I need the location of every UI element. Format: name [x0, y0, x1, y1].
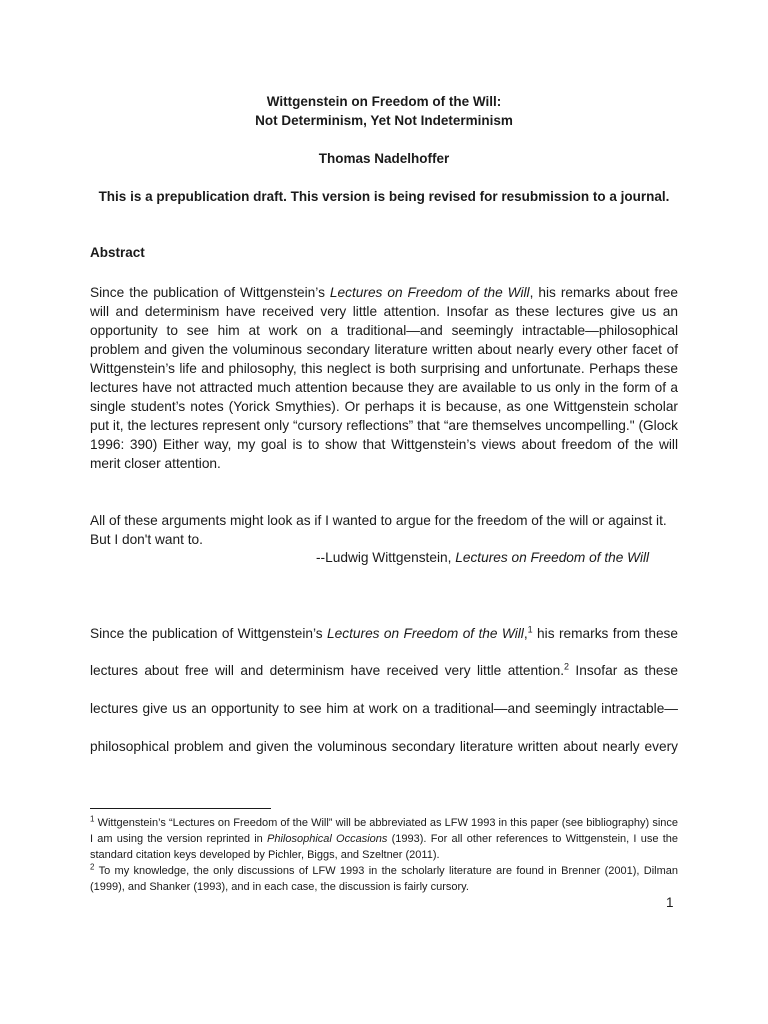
epigraph-attribution-author: --Ludwig Wittgenstein, [316, 550, 456, 565]
paper-title-line-1: Wittgenstein on Freedom of the Will: [266, 94, 502, 109]
body-line-1 [90, 624, 678, 643]
body-line-1-start: Since the publication of Wittgenstein’s [90, 626, 328, 641]
page-number: 1 [666, 895, 674, 910]
body-line-1-comma: , [523, 626, 528, 641]
abstract-text [90, 283, 678, 473]
footnote-ref-1[interactable]: 1 [527, 624, 533, 635]
body-work-title: Lectures on Freedom of the Will [327, 626, 524, 641]
epigraph-quote: All of these arguments might look as if I wanted to argue for the freedom of the will or against it. But I don't want to. [90, 513, 667, 547]
body-line-4: philosophical problem and given the voluminous secondary literature written about nearly every [90, 739, 678, 754]
body-line-3: lectures give us an opportunity to see him at work on a traditional—and seemingly intractable— [90, 701, 678, 716]
body-line-2-start: lectures about free will and determinism have received very little attention. [90, 663, 565, 678]
footnote-1-text-start: Wittgenstein’s “Lectures on Freedom of the Will” will be abbreviated as LFW 1993 in this paper (see bibliography) since I am using the version reprinted in [90, 817, 678, 845]
footnotes [90, 815, 678, 895]
footnote-ref-2[interactable]: 2 [564, 661, 570, 672]
footnote-2-text: To my knowledge, the only discussions of LFW 1993 in the scholarly literature are found in Brenner (2001), Dilman (1999), and Shanker (1993), and in each case, the discussion is fairly cursory. [90, 865, 678, 893]
footnote-1 [90, 815, 678, 863]
body-line-2 [90, 661, 678, 680]
abstract-heading: Abstract [90, 245, 145, 260]
epigraph-attribution [316, 548, 649, 567]
footnote-1-text-end: (1993). For all other references to Wittgenstein, I use the standard citation keys developed by Pichler, Biggs, and Szeltner (2011). [90, 833, 678, 861]
abstract-text-start: Since the publication of Wittgenstein’s [90, 285, 330, 300]
footnote-2 [90, 863, 678, 895]
abstract-text-rest: , his remarks about free will and determinism have received very little attention. Insofar as these lectures give us an opportunity to see him at work on a traditional—and seemingly intractable—philosophical problem and given the voluminous secondary literature written about nearly every other facet of Wittgenstein’s life and philosophy, this neglect is both surprising and unfortunate. Perhaps these lectures have not attracted much attention because they are available to us only in the form of a single student’s notes (Yorick Smythies). Or perhaps it is because, as one Wittgenstein scholar put it, the lectures represent only “cursory reflections” that “are themselves uncompelling." (Glock 1996: 390) Either way, my goal is to show that Wittgenstein’s views about freedom of the will merit closer attention. [90, 285, 679, 471]
draft-note: This is a prepublication draft. This version is being revised for resubmission to a journal. [98, 189, 670, 204]
footnote-2-mark: 2 [90, 862, 95, 872]
footnote-1-mark: 1 [90, 814, 95, 824]
body-line-1-end: his remarks from these [532, 626, 679, 641]
paper-title-line-2: Not Determinism, Yet Not Indeterminism [255, 113, 513, 128]
body-line-2-end: Insofar as these [569, 663, 678, 678]
abstract-work-title: Lectures on Freedom of the Will [329, 285, 530, 300]
author-name: Thomas Nadelhoffer [318, 151, 450, 166]
footnote-1-book-title: Philosophical Occasions [267, 833, 388, 845]
footnote-separator [90, 808, 271, 809]
epigraph-attribution-title: Lectures on Freedom of the Will [455, 550, 650, 565]
